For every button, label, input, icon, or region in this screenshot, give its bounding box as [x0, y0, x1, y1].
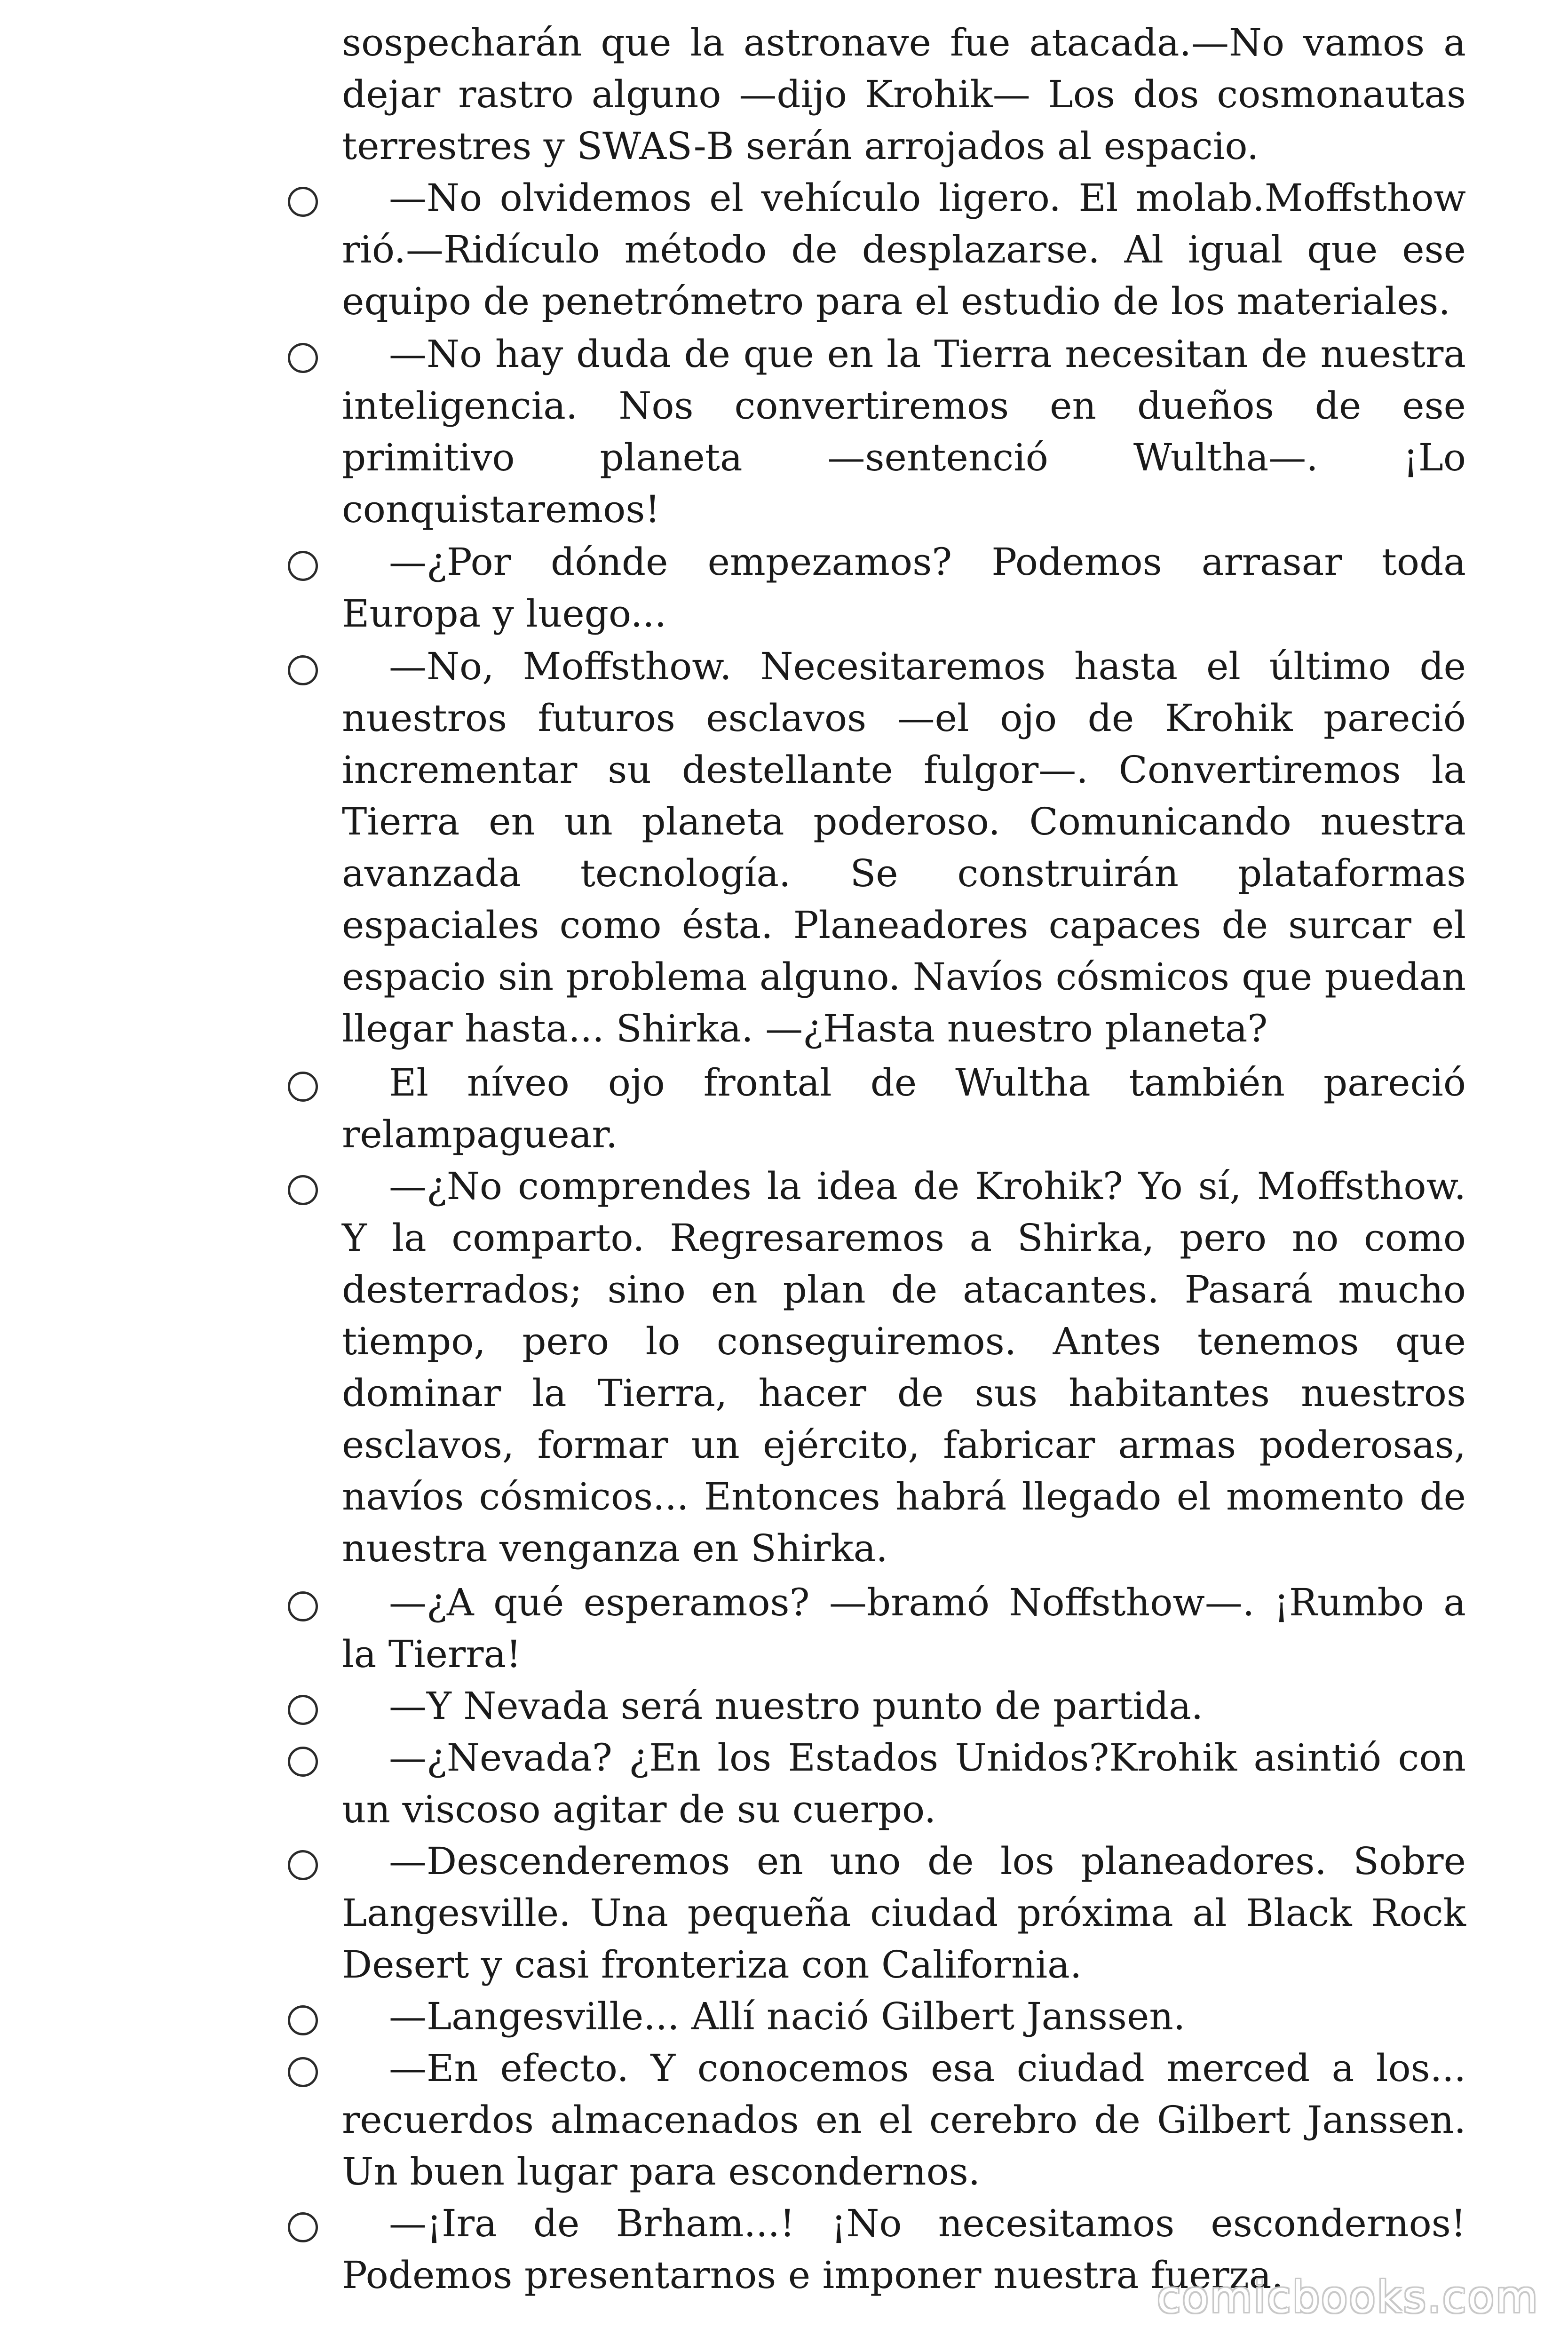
- paragraph-13: —En efecto. Y conocemos esa ciudad merced a los... recuerdos almacenados en el cerebro de Gilbert Janssen. Un buen lugar para escondernos.: [342, 2046, 1466, 2193]
- paragraph-8: —¿A qué esperamos? —bramó Noffsthow—. ¡Rumbo a la Tierra!: [342, 1581, 1466, 1676]
- paragraph-2: —No olvidemos el vehículo ligero. El molab.Moffsthow rió.—Ridículo método de desplazarse. Al igual que ese equipo de penetrómetro para el estudio de los materiales.: [342, 176, 1466, 323]
- bullet-circle-icon: [288, 2005, 318, 2035]
- bullet-circle-icon: [288, 551, 318, 581]
- bullet-circle-icon: [288, 2057, 318, 2087]
- bullet-circle-icon: [288, 1850, 318, 1880]
- paragraph-5: —No, Moffsthow. Necesitaremos hasta el último de nuestros futuros esclavos —el ojo de Krohik pareció incrementar su destellante fulgor—. Convertiremos la Tierra en un planeta poderoso. Comunicando nuestra avanzada tecnología. Se construirán plataformas espaciales como ésta. Planeadores capaces de surcar el espacio sin problema alguno. Navíos cósmicos que puedan llegar hasta... Shirka. —¿Hasta nuestro planeta?: [342, 644, 1466, 1050]
- paragraph-10: —¿Nevada? ¿En los Estados Unidos?Krohik asintió con un viscoso agitar de su cuerpo.: [342, 1736, 1466, 1831]
- paragraph-4: —¿Por dónde empezamos? Podemos arrasar toda Europa y luego...: [342, 540, 1466, 636]
- bullet-circle-icon: [288, 655, 318, 685]
- bullet-circle-icon: [288, 1747, 318, 1777]
- paragraph-7: —¿No comprendes la idea de Krohik? Yo sí, Moffsthow. Y la comparto. Regresaremos a Shirka, pero no como desterrados; sino en plan de atacantes. Pasará mucho tiempo, pero lo conseguiremos. Antes tenemos que dominar la Tierra, hacer de sus habitantes nuestros esclavos, formar un ejército, fabricar armas poderosas, navíos cósmicos... Entonces habrá llegado el momento de nuestra venganza en Shirka.: [342, 1164, 1466, 1570]
- bullet-circle-icon: [288, 2212, 318, 2242]
- paragraph-6: El níveo ojo frontal de Wultha también pareció relampaguear.: [342, 1061, 1466, 1156]
- bullet-circle-icon: [288, 1175, 318, 1205]
- bullet-circle-icon: [288, 187, 318, 217]
- paragraph-1: sospecharán que la astronave fue atacada.—No vamos a dejar rastro alguno —dijo Krohik— Los dos cosmonautas terrestres y SWAS-B serán arrojados al espacio.: [342, 21, 1466, 168]
- bullet-circle-icon: [288, 1591, 318, 1621]
- paragraph-14: —¡Ira de Brham...! ¡No necesitamos escondernos! Podemos presentarnos e imponer nuestra fuerza.: [342, 2201, 1466, 2297]
- paragraph-9: —Y Nevada será nuestro punto de partida.: [389, 1684, 1204, 1728]
- bullet-circle-icon: [288, 343, 318, 373]
- bullet-circle-icon: [288, 1072, 318, 1102]
- paragraph-12: —Langesville... Allí nació Gilbert Janssen.: [389, 1994, 1186, 2038]
- watermark-logo: comicbooks.com: [1157, 2272, 1539, 2322]
- paragraph-11: —Descenderemos en uno de los planeadores. Sobre Langesville. Una pequeña ciudad próxima al Black Rock Desert y casi fronteriza con California.: [342, 1839, 1466, 1986]
- bullet-circle-icon: [288, 1695, 318, 1725]
- paragraph-3: —No hay duda de que en la Tierra necesitan de nuestra inteligencia. Nos convertiremos en dueños de ese primitivo planeta —sentenció Wultha—. ¡Lo conquistaremos!: [342, 332, 1466, 531]
